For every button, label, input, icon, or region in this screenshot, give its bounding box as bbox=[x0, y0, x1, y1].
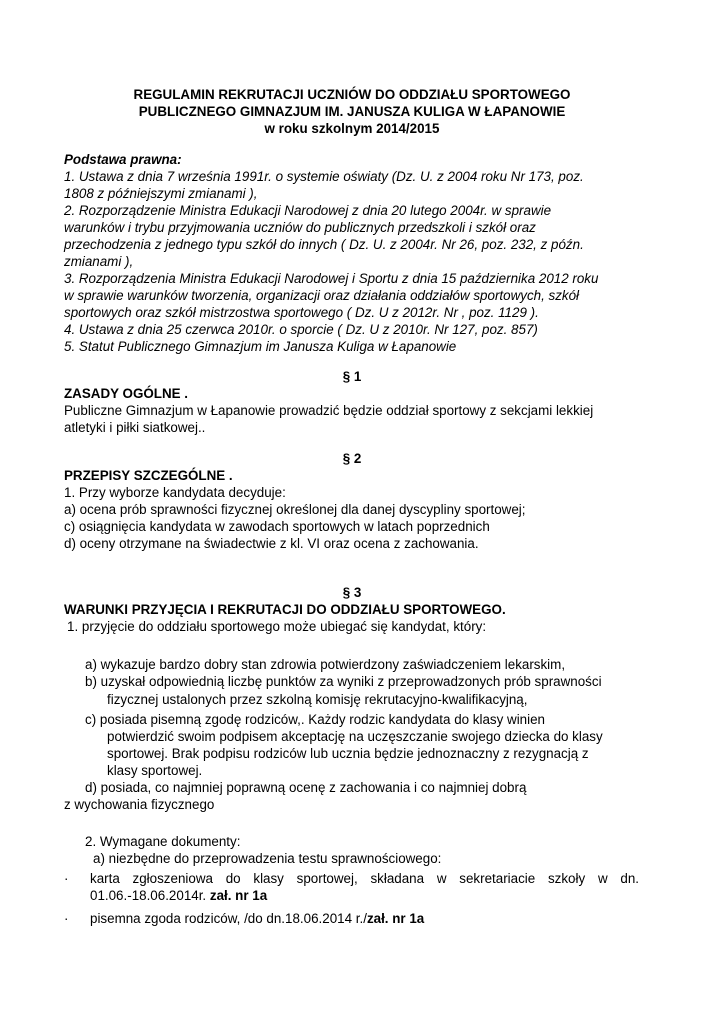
condition-a: a) wykazuje bardzo dobry stan zdrowia potwierdzony zaświadczeniem lekarskim, bbox=[85, 657, 566, 672]
section-2-symbol: § 2 bbox=[342, 451, 362, 466]
legal-basis-line: 3. Rozporządzenia Ministra Edukacji Narodowej i Sportu z dnia 15 października 2012 roku bbox=[64, 271, 599, 286]
section-1-line: atletyki i piłki siatkowej.. bbox=[64, 420, 206, 435]
section-2-line: a) ocena prób sprawności fizycznej określonej dla danej dyscypliny sportowej; bbox=[64, 502, 526, 517]
document-1-attachment: zał. nr 1a bbox=[209, 888, 268, 903]
condition-c-line: sportowej. Brak podpisu rodziców lub ucznia będzie jednoznaczny z rezygnacją z bbox=[107, 746, 589, 761]
section-3-item-2a: a) niezbędne do przeprowadzenia testu sprawnościowego: bbox=[93, 851, 442, 866]
condition-b-line: fizycznej ustalonych przez szkolną komisję rekrutacyjno-kwalifikacyjną, bbox=[107, 692, 528, 707]
document-1-line bbox=[90, 887, 267, 904]
title-line-3: w roku szkolnym 2014/2015 bbox=[264, 121, 440, 136]
legal-basis-line: sportowych oraz szkół mistrzostwa sportowego ( Dz. U z 2012r. Nr , poz. 1129 ). bbox=[64, 305, 539, 320]
legal-basis-line: 4. Ustawa z dnia 25 czerwca 2010r. o sporcie ( Dz. U z 2010r. Nr 127, poz. 857) bbox=[64, 322, 538, 337]
section-2-line: 1. Przy wyborze kandydata decyduje: bbox=[64, 485, 286, 500]
condition-c-line: c) posiada pisemną zgodę rodziców,. Każdy rodzic kandydata do klasy winien bbox=[85, 712, 545, 727]
legal-basis-line: w sprawie warunków tworzenia, organizacji oraz działania oddziałów sportowych, szkół bbox=[64, 288, 580, 303]
legal-basis-line: 5. Statut Publicznego Gimnazjum im Janusza Kuliga w Łapanowie bbox=[64, 339, 457, 354]
condition-c-line: potwierdzić swoim podpisem akceptację na uczęszczanie swojego dziecka do klasy bbox=[107, 729, 603, 744]
title-line-1: REGULAMIN REKRUTACJI UCZNIÓW DO ODDZIAŁU SPORTOWEGO bbox=[133, 87, 571, 102]
document-2-attachment: zał. nr 1a bbox=[366, 911, 425, 926]
document-1-line: karta zgłoszeniowa do klasy sportowej, składana w sekretariacie szkoły w dn. bbox=[90, 871, 639, 886]
condition-d-line: z wychowania fizycznego bbox=[64, 797, 215, 812]
legal-basis-heading: Podstawa prawna: bbox=[64, 152, 182, 167]
legal-basis-line: warunków i trybu przyjmowania uczniów do publicznych przedszkoli i szkół oraz bbox=[64, 220, 536, 235]
legal-basis-line: zmianami ), bbox=[64, 254, 134, 269]
legal-basis-line: przechodzenia z jednego typu szkół do innych ( Dz. U. z 2004r. Nr 26, poz. 232, z późn. bbox=[64, 237, 584, 252]
section-3-symbol: § 3 bbox=[342, 585, 362, 600]
condition-c-line: klasy sportowej. bbox=[107, 763, 203, 778]
title-line-2: PUBLICZNEGO GIMNAZJUM IM. JANUSZA KULIGA W ŁAPANOWIE bbox=[138, 104, 566, 119]
section-3-heading: WARUNKI PRZYJĘCIA I REKRUTACJI DO ODDZIAŁU SPORTOWEGO. bbox=[64, 602, 506, 617]
bullet-icon: · bbox=[64, 911, 69, 926]
legal-basis-line: 1. Ustawa z dnia 7 września 1991r. o systemie oświaty (Dz. U. z 2004 roku Nr 173, poz. bbox=[64, 169, 584, 184]
condition-d-line: d) posiada, co najmniej poprawną ocenę z zachowania i co najmniej dobrą bbox=[85, 780, 527, 795]
section-2-line: d) oceny otrzymane na świadectwie z kl. VI oraz ocena z zachowania. bbox=[64, 536, 479, 551]
section-1-symbol: § 1 bbox=[342, 369, 362, 384]
legal-basis-line: 2. Rozporządzenie Ministra Edukacji Narodowej z dnia 20 lutego 2004r. w sprawie bbox=[64, 203, 552, 218]
section-1-line: Publiczne Gimnazjum w Łapanowie prowadzić będzie oddział sportowy z sekcjami lekkiej bbox=[64, 403, 594, 418]
document-2-line bbox=[90, 910, 424, 927]
bullet-icon: · bbox=[64, 871, 69, 886]
section-3-item-2: 2. Wymagane dokumenty: bbox=[85, 834, 241, 849]
section-2-line: c) osiągnięcia kandydata w zawodach sportowych w latach poprzednich bbox=[64, 519, 490, 534]
section-3-item-1: 1. przyjęcie do oddziału sportowego może ubiegać się kandydat, który: bbox=[67, 619, 487, 634]
legal-basis-line: 1808 z późniejszymi zmianami ), bbox=[64, 186, 258, 201]
section-2-heading: PRZEPISY SZCZEGÓLNE . bbox=[64, 468, 233, 483]
document-1-date: 01.06.-18.06.2014r. bbox=[90, 888, 210, 903]
section-1-heading: ZASADY OGÓLNE . bbox=[64, 386, 189, 401]
document-2-text: pisemna zgoda rodziców, /do dn.18.06.2014 r./ bbox=[90, 911, 367, 926]
condition-b-line: b) uzyskał odpowiednią liczbę punktów za wyniki z przeprowadzonych prób sprawności bbox=[85, 674, 602, 689]
